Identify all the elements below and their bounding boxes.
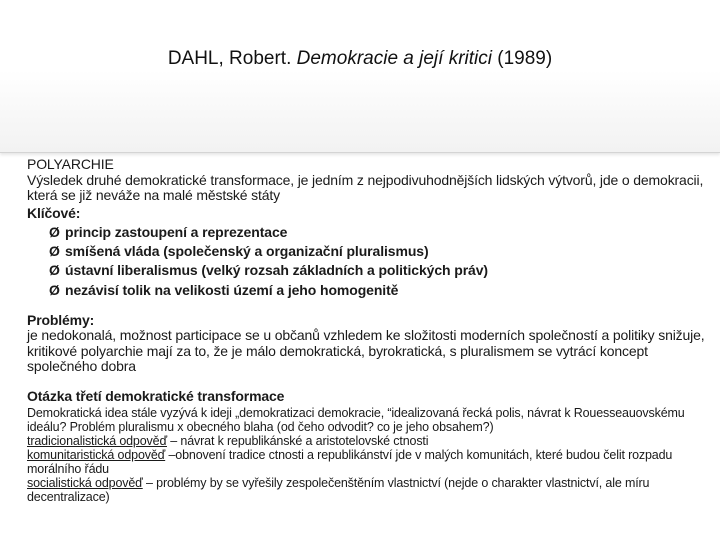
arrow-bullet-icon: Ø [49,243,60,260]
slide-title [0,48,720,70]
problems-heading: Problémy: [27,311,95,328]
answer-item [27,448,707,476]
question-intro: Demokratická idea stále vyzývá k ideji „demokratizaci demokracie, “idealizovaná řecká polis, návrat k Rouesseauovskému ideálu? Problém pluralismu x obecného blaha (od čeho odvodit? co je jeho obsahem?) [27,406,685,435]
key-points-list [27,223,707,300]
answer-text: – problémy by se vyřešily zespolečenštěním vlastnictví (nejde o charakter vlastnictví, ale míru decentralizace) [27,476,650,505]
key-point-text: nezávisí tolik na velikosti území a jeho homogenitě [65,281,399,298]
problems-text: je nedokonalá, možnost participace se u občanů vzhledem ke složitosti moderních společností a politiky snižuje, kritikové polyarchie mají za to, že je málo demokratická, byrokratická, s pluralismem se vytrácí koncept společného dobra [27,327,705,375]
arrow-bullet-icon: Ø [49,281,60,298]
list-item [27,223,707,242]
polyarchie-heading: POLYARCHIE [27,156,114,172]
list-item [27,242,707,261]
answer-term: socialistická odpověď [27,476,143,491]
slide-body [27,157,707,504]
arrow-bullet-icon: Ø [49,262,60,279]
list-item [27,261,707,280]
answer-item [27,476,707,504]
list-item [27,281,707,300]
question-heading: Otázka třetí demokratické transformace [27,387,285,404]
arrow-bullet-icon: Ø [49,224,60,240]
title-year: (1989) [497,48,553,69]
answer-term: tradicionalistická odpověď [27,434,167,449]
title-band [0,0,720,153]
key-point-text: smíšená vláda (společenský a organizační pluralismus) [65,243,429,260]
answer-text: –obnovení tradice ctnosti a republikánství jde v malých komunitách, které budou čelit rozpadu morálního řádu [27,448,673,477]
answer-text: – návrat k republikánské a aristotelovské ctnosti [166,434,429,449]
answer-term: komunitaristická odpověď [27,448,166,463]
answer-item [27,434,707,448]
key-point-text: princip zastoupení a reprezentace [65,224,288,240]
key-label: Klíčové: [27,204,81,221]
title-book: Demokracie a její kritici [296,48,492,69]
key-point-text: ústavní liberalismus (velký rozsah základních a politických práv) [65,262,488,279]
title-author: DAHL, Robert. [167,48,292,69]
polyarchie-description: Výsledek druhé demokratické transformace, je jedním z nejpodivuhodnějších lidských výtvorů, jde o demokracii, která se již neváže na malé městské státy [27,171,704,203]
